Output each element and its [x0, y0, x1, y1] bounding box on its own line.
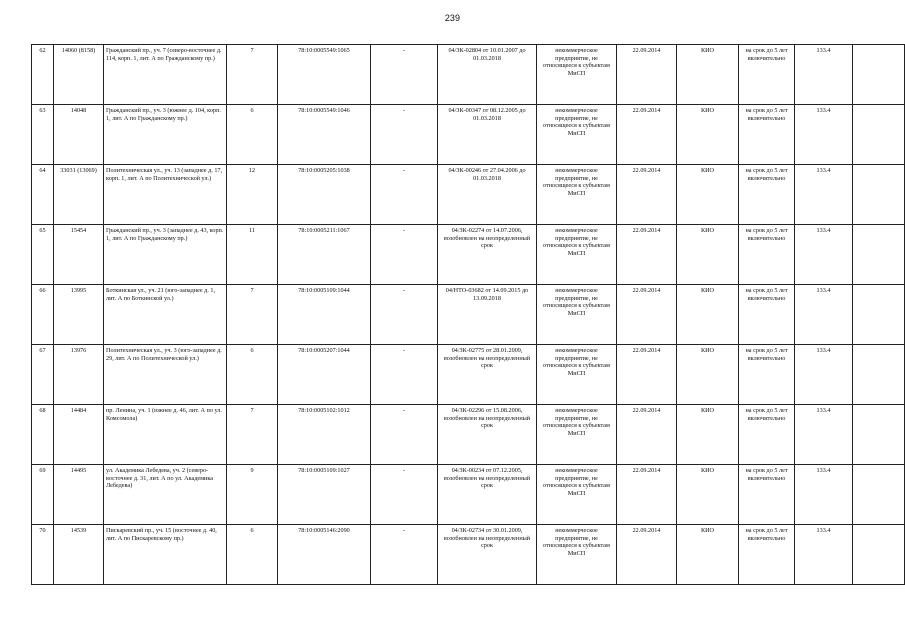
cell-extra [853, 525, 905, 585]
cell-count: 12 [227, 165, 278, 225]
cell-category: некоммерческое предприятие, не относящееся к субъектам МиСП [537, 105, 617, 165]
cell-term: на срок до 5 лет включительно [739, 405, 795, 465]
cell-area: 133.4 [795, 465, 853, 525]
cell-term: на срок до 5 лет включительно [739, 165, 795, 225]
cell-area: 133.4 [795, 225, 853, 285]
cell-category: некоммерческое предприятие, не относящееся к субъектам МиСП [537, 465, 617, 525]
table-row [32, 525, 905, 585]
cell-row-number: 62 [32, 45, 54, 105]
cell-contract: 04/ЗК-02274 от 14.07.2006, возобновлен на неопределенный срок [438, 225, 537, 285]
cell-date: 22.09.2014 [617, 45, 677, 105]
cell-category: некоммерческое предприятие, не относящееся к субъектам МиСП [537, 165, 617, 225]
cell-contract: 04/ЗК-02734 от 30.01.2009, возобновлен на неопределенный срок [438, 525, 537, 585]
cell-cadastral: 78:10:0005211:1067 [278, 225, 371, 285]
cell-contract: 04/ЗК-00234 от 07.12.2005, возобновлен на неопределенный срок [438, 465, 537, 525]
cell-term: на срок до 5 лет включительно [739, 105, 795, 165]
cell-extra [853, 165, 905, 225]
cell-extra [853, 285, 905, 345]
cell-owner: КИО [677, 165, 739, 225]
cell-category: некоммерческое предприятие, не относящееся к субъектам МиСП [537, 525, 617, 585]
cell-object-id: 13976 [54, 345, 104, 405]
cell-area: 133.4 [795, 345, 853, 405]
table-row [32, 225, 905, 285]
cell-owner: КИО [677, 225, 739, 285]
cell-object-id: 14495 [54, 465, 104, 525]
cell-dash: - [371, 45, 438, 105]
cell-address: Боткинская ул., уч. 21 (юго-западнее д. 1, лит. А по Боткинской ул.) [104, 285, 227, 345]
cell-cadastral: 78:10:0005109:1027 [278, 465, 371, 525]
cell-address: Политехническая ул., уч. 13 (западнее д. 17, корп. 1, лит. А по Политехнической ул.) [104, 165, 227, 225]
cell-row-number: 65 [32, 225, 54, 285]
cell-address: Гражданский пр., уч. 3 (западнее д. 43, корп. 1, лит. А по Гражданскому пр.) [104, 225, 227, 285]
cell-owner: КИО [677, 285, 739, 345]
cell-count: 7 [227, 405, 278, 465]
cell-date: 22.09.2014 [617, 105, 677, 165]
cell-category: некоммерческое предприятие, не относящееся к субъектам МиСП [537, 225, 617, 285]
cell-row-number: 69 [32, 465, 54, 525]
cell-term: на срок до 5 лет включительно [739, 465, 795, 525]
cell-owner: КИО [677, 465, 739, 525]
registry-table [31, 44, 905, 585]
cell-cadastral: 78:10:0005205:1038 [278, 165, 371, 225]
cell-extra [853, 45, 905, 105]
cell-object-id: 13995 [54, 285, 104, 345]
table-row [32, 285, 905, 345]
cell-row-number: 64 [32, 165, 54, 225]
table-body [32, 45, 905, 585]
cell-extra [853, 465, 905, 525]
cell-dash: - [371, 105, 438, 165]
cell-extra [853, 345, 905, 405]
cell-cadastral: 78:10:0005109:1044 [278, 285, 371, 345]
cell-count: 7 [227, 45, 278, 105]
cell-dash: - [371, 285, 438, 345]
cell-object-id: 14060 (8158) [54, 45, 104, 105]
cell-date: 22.09.2014 [617, 345, 677, 405]
cell-extra [853, 225, 905, 285]
cell-dash: - [371, 525, 438, 585]
cell-area: 133.4 [795, 165, 853, 225]
cell-extra [853, 405, 905, 465]
cell-count: 7 [227, 285, 278, 345]
cell-dash: - [371, 405, 438, 465]
cell-date: 22.09.2014 [617, 225, 677, 285]
table-row [32, 405, 905, 465]
cell-contract: 04/ЗК-00246 от 27.04.2006 до 01.03.2018 [438, 165, 537, 225]
cell-owner: КИО [677, 525, 739, 585]
cell-term: на срок до 5 лет включительно [739, 285, 795, 345]
cell-area: 133.4 [795, 525, 853, 585]
cell-area: 133.4 [795, 45, 853, 105]
cell-row-number: 67 [32, 345, 54, 405]
cell-contract: 04/НТО-03682 от 14.09.2015 до 13.09.2018 [438, 285, 537, 345]
cell-term: на срок до 5 лет включительно [739, 525, 795, 585]
cell-object-id: 15454 [54, 225, 104, 285]
table-row [32, 165, 905, 225]
cell-cadastral: 78:10:0005102:1012 [278, 405, 371, 465]
cell-address: Политехническая ул., уч. 3 (юго-западнее д. 29, лит. А по Политехнической ул.) [104, 345, 227, 405]
cell-term: на срок до 5 лет включительно [739, 45, 795, 105]
cell-count: 9 [227, 465, 278, 525]
cell-area: 133.4 [795, 405, 853, 465]
cell-dash: - [371, 225, 438, 285]
cell-row-number: 68 [32, 405, 54, 465]
cell-owner: КИО [677, 405, 739, 465]
cell-area: 133.4 [795, 105, 853, 165]
cell-contract: 04/ЗК-02775 от 28.01.2009, возобновлен на неопределенный срок [438, 345, 537, 405]
cell-extra [853, 105, 905, 165]
cell-count: 6 [227, 345, 278, 405]
cell-dash: - [371, 465, 438, 525]
cell-address: пр. Ленина, уч. 1 (южнее д. 46, лит. А по ул. Комсомола) [104, 405, 227, 465]
cell-object-id: 14539 [54, 525, 104, 585]
cell-term: на срок до 5 лет включительно [739, 225, 795, 285]
cell-address: Гражданский пр., уч. 3 (южнее д. 104, корп. 1, лит. А по Гражданскому пр.) [104, 105, 227, 165]
cell-row-number: 70 [32, 525, 54, 585]
cell-contract: 04/ЗК-02804 от 10.01.2007 до 01.03.2018 [438, 45, 537, 105]
cell-row-number: 63 [32, 105, 54, 165]
cell-count: 6 [227, 105, 278, 165]
cell-dash: - [371, 165, 438, 225]
table-row [32, 45, 905, 105]
cell-cadastral: 78:10:0005146:2090 [278, 525, 371, 585]
cell-contract: 04/ЗК-02296 от 15.08.2006, возобновлен на неопределенный срок [438, 405, 537, 465]
page-number: 239 [444, 13, 461, 23]
table-row [32, 465, 905, 525]
cell-count: 11 [227, 225, 278, 285]
table-row [32, 105, 905, 165]
cell-cadastral: 78:10:0005549:1046 [278, 105, 371, 165]
cell-owner: КИО [677, 45, 739, 105]
cell-category: некоммерческое предприятие, не относящееся к субъектам МиСП [537, 45, 617, 105]
cell-term: на срок до 5 лет включительно [739, 345, 795, 405]
cell-date: 22.09.2014 [617, 405, 677, 465]
cell-object-id: 14048 [54, 105, 104, 165]
cell-area: 133.4 [795, 285, 853, 345]
cell-owner: КИО [677, 105, 739, 165]
cell-category: некоммерческое предприятие, не относящееся к субъектам МиСП [537, 345, 617, 405]
cell-address: Гражданский пр., уч. 7 (северо-восточнее д. 114, корп. 1, лит. А по Гражданскому пр.) [104, 45, 227, 105]
cell-date: 22.09.2014 [617, 285, 677, 345]
cell-object-id: 14484 [54, 405, 104, 465]
cell-category: некоммерческое предприятие, не относящееся к субъектам МиСП [537, 405, 617, 465]
cell-dash: - [371, 345, 438, 405]
cell-date: 22.09.2014 [617, 525, 677, 585]
cell-date: 22.09.2014 [617, 465, 677, 525]
cell-contract: 04/ЗК-00347 от 08.12.2005 до 01.03.2018 [438, 105, 537, 165]
cell-address: Пискаревский пр., уч. 15 (восточнее д. 40, лит. А по Пискаревскому пр.) [104, 525, 227, 585]
cell-category: некоммерческое предприятие, не относящееся к субъектам МиСП [537, 285, 617, 345]
cell-row-number: 66 [32, 285, 54, 345]
cell-object-id: 33031 (13069) [54, 165, 104, 225]
cell-cadastral: 78:10:0005549:1065 [278, 45, 371, 105]
cell-address: ул. Академика Лебедева, уч. 2 (северо-восточнее д. 31, лит. А по ул. Академика Лебедева) [104, 465, 227, 525]
cell-date: 22.09.2014 [617, 165, 677, 225]
table-row [32, 345, 905, 405]
cell-owner: КИО [677, 345, 739, 405]
cell-cadastral: 78:10:0005207:1044 [278, 345, 371, 405]
cell-count: 6 [227, 525, 278, 585]
